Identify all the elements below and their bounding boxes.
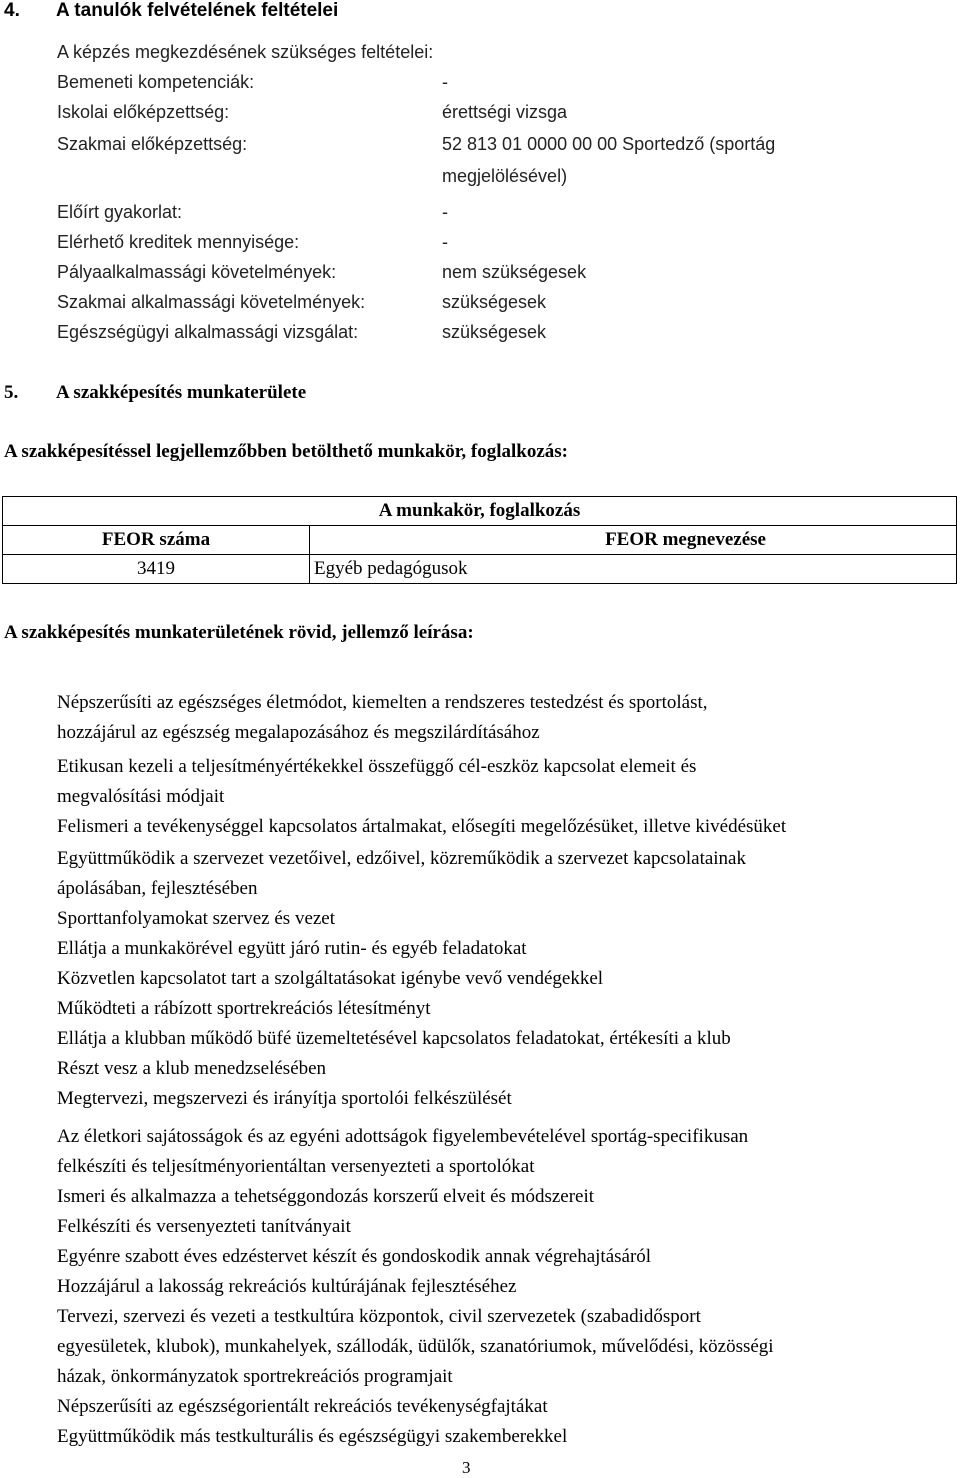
list-item [57,812,786,842]
list-item [57,844,746,904]
paragraph-line: hozzájárul az egészség megalapozásához és megszilárdításához [57,722,540,743]
paragraph-line: Felkészíti és versenyezteti tanítványait [57,1216,351,1237]
requirement-label: Iskolai előképzettség: [57,102,230,122]
list-item [57,1242,651,1272]
feor-code: 3419 [3,555,310,584]
list-item [57,1084,512,1114]
section-5-title: A szakképesítés munkaterülete [56,382,307,403]
section-4-title: A tanulók felvételének feltételei [56,0,339,21]
feor-name: Egyéb pedagógusok [310,555,957,584]
list-item [57,752,696,812]
paragraph-line: Ismeri és alkalmazza a tehetséggondozás korszerű elveit és módszereit [57,1186,595,1207]
paragraph-line: Ellátja a munkakörével együtt járó rutin- és egyéb feladatokat [57,938,527,959]
paragraph-line: Ellátja a klubban működő büfé üzemeltetésével kapcsolatos feladatokat, értékesíti a klub [57,1028,731,1049]
paragraph-line: Egyénre szabott éves edzéstervet készít és gondoskodik annak végrehajtásáról [57,1246,652,1267]
paragraph-line: Népszerűsíti az egészségorientált rekreációs tevékenységfajtákat [57,1396,548,1417]
requirement-value: nem szükségesek [442,262,587,282]
list-item [57,1392,548,1422]
feor-table-header: A munkakör, foglalkozás [3,497,957,526]
paragraph-line: Együttműködik a szervezet vezetőivel, edzőivel, közreműködik a szervezet kapcsolatainak [57,848,746,869]
list-item [57,904,335,934]
paragraph-line: Megtervezi, megszervezi és irányítja sportolói felkészülését [57,1088,512,1109]
page-number: 3 [462,1458,471,1477]
requirement-value: 52 813 01 0000 00 00 Sportedző (sportág [442,134,776,154]
requirement-label: Előírt gyakorlat: [57,202,183,222]
paragraph-line: Együttműködik más testkulturális és egészségügyi szakemberekkel [57,1426,568,1447]
paragraph-line: Hozzájárul a lakosság rekreációs kultúrájának fejlesztéséhez [57,1276,517,1297]
requirement-label: Elérhető kreditek mennyisége: [57,232,300,252]
paragraph-line: egyesületek, klubok), munkahelyek, szállodák, üdülők, szanatóriumok, művelődési, közösségi [57,1336,774,1357]
paragraph-line: Tervezi, szervezi és vezeti a testkultúra központok, civil szervezetek (szabadidősport [57,1306,701,1327]
requirement-label: Szakmai előképzettség: [57,134,248,154]
list-item [57,1272,516,1302]
table-row [3,555,957,584]
list-item [57,964,603,994]
requirement-value: - [442,202,448,222]
feor-code-header: FEOR száma [3,526,310,555]
requirement-value-continued: megjelölésével) [442,166,568,186]
paragraph-line: Etikusan kezeli a teljesítményértékekkel összefüggő cél-eszköz kapcsolat elemeit és [57,756,697,777]
paragraph-line: Az életkori sajátosságok és az egyéni adottságok figyelembevételével sportág-specifikusan [57,1126,749,1147]
list-item [57,1212,351,1242]
requirement-label: Egészségügyi alkalmassági vizsgálat: [57,322,359,342]
requirement-value: szükségesek [442,292,547,312]
paragraph-line: Közvetlen kapcsolatot tart a szolgáltatásokat igénybe vevő vendégekkel [57,968,604,989]
list-item [57,934,527,964]
occupation-subtitle: A szakképesítéssel legjellemzőbben betölthető munkakör, foglalkozás: [4,441,569,462]
feor-table [2,496,957,584]
list-item [57,1302,774,1392]
requirements-intro: A képzés megkezdésének szükséges feltételei: [57,42,434,62]
paragraph-line: ápolásában, fejlesztésében [57,878,258,899]
paragraph-line: Sporttanfolyamokat szervez és vezet [57,908,336,929]
requirement-label: Pályaalkalmassági követelmények: [57,262,337,282]
paragraph-line: Felismeri a tevékenységgel kapcsolatos ártalmakat, elősegíti megelőzésüket, illetve kivédésüket [57,816,787,837]
description-heading: A szakképesítés munkaterületének rövid, jellemző leírása: [4,622,474,643]
paragraph-line: Népszerűsíti az egészséges életmódot, kiemelten a rendszeres testedzést és sportolást, [57,692,708,713]
feor-name-header: FEOR megnevezése [310,526,957,555]
list-item [57,1422,567,1452]
requirement-value: - [442,72,448,92]
requirement-value: - [442,232,448,252]
list-item [57,1182,594,1212]
list-item [57,688,708,748]
list-item [57,1122,748,1182]
list-item [57,1024,731,1054]
paragraph-line: házak, önkormányzatok sportrekreációs programjait [57,1366,453,1387]
requirement-label: Szakmai alkalmassági követelmények: [57,292,366,312]
requirement-label: Bemeneti kompetenciák: [57,72,255,92]
section-4-number: 4. [4,0,20,21]
paragraph-line: Működteti a rábízott sportrekreációs létesítményt [57,998,431,1019]
requirement-value: szükségesek [442,322,547,342]
paragraph-line: Részt vesz a klub menedzselésében [57,1058,327,1079]
section-5-number: 5. [4,382,19,403]
list-item [57,1054,326,1084]
requirement-value: érettségi vizsga [442,102,568,122]
paragraph-line: felkészíti és teljesítményorientáltan versenyezteti a sportolókat [57,1156,535,1177]
list-item [57,994,431,1024]
paragraph-line: megvalósítási módjait [57,786,225,807]
